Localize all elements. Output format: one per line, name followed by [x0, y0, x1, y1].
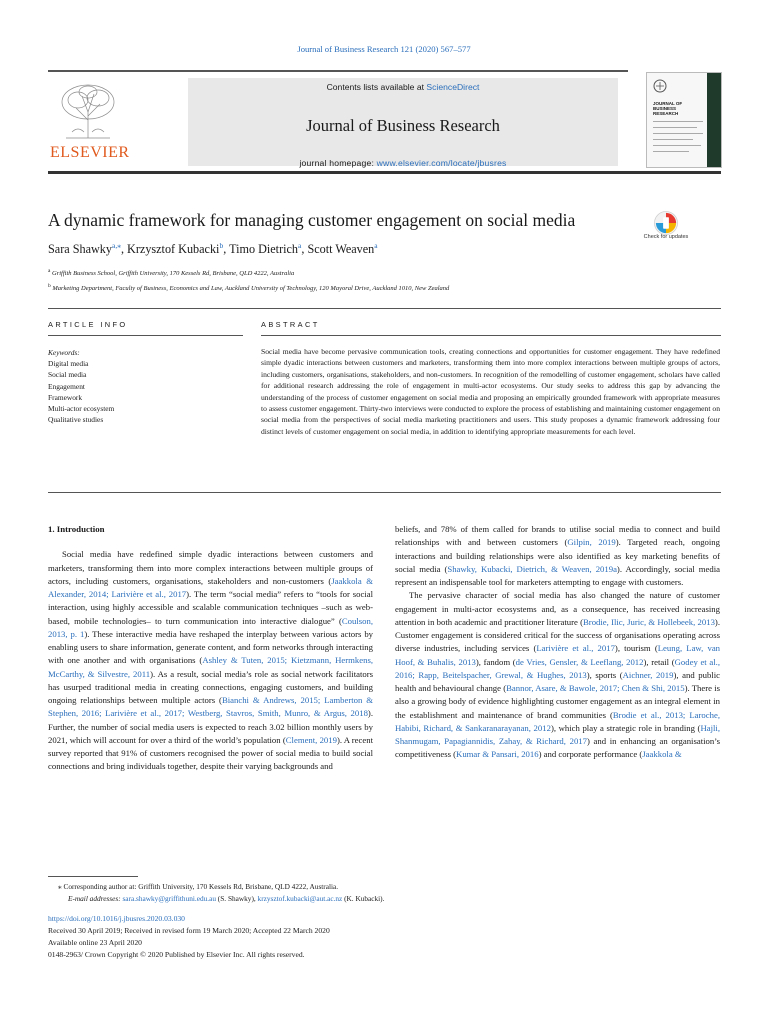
doi-link[interactable]: https://doi.org/10.1016/j.jbusres.2020.03.030: [48, 914, 185, 923]
keyword: Digital media: [48, 359, 89, 369]
section-divider: [48, 492, 721, 493]
paragraph: beliefs, and 78% of them called for brands to utilise social media to connect and build relationships with and between customers (Gilpin, 2019). Targeted reach, ongoing interactions and building relationships were also identified as key marketing benefits of social media (Shawky, Kubacki, Dietrich, & Weaven, 2019a). Accordingly, social media represent an indispensable tool for marketers attempting to engage with customers.: [395, 524, 720, 587]
body-column-left: [48, 523, 373, 774]
cover-line: [653, 121, 703, 122]
abstract-heading: ABSTRACT: [261, 320, 320, 329]
crossmark-icon[interactable]: [653, 210, 679, 236]
cover-line: [653, 145, 701, 146]
citation-link[interactable]: Ashley & Tuten, 2015; Kietzmann, Hermkens, McCarthy, & Silvestre, 2011: [48, 655, 374, 679]
masthead-top-rule: [48, 70, 628, 72]
cover-line: [653, 133, 703, 134]
affiliation-text: Griffith Business School, Griffith University, 170 Kessels Rd, Brisbane, QLD 4222, Australia: [52, 270, 295, 278]
crossmark-label[interactable]: Check for updates: [643, 234, 689, 240]
author-affiliation-marker[interactable]: a: [374, 241, 378, 250]
footnote-rule: [48, 876, 138, 877]
cover-emblem-icon: [653, 79, 667, 93]
citation-link[interactable]: de Vries, Gensler, & Leeflang, 2012: [515, 656, 644, 667]
citation-link[interactable]: Gilpin, 2019: [567, 537, 616, 548]
homepage-link[interactable]: www.elsevier.com/locate/jbusres: [376, 158, 507, 168]
cover-line: [653, 139, 693, 140]
elsevier-tree-icon: [58, 82, 118, 140]
author[interactable]: [229, 242, 301, 256]
citation-link[interactable]: Shawky, Kubacki, Dietrich, & Weaven, 2019a: [447, 563, 617, 574]
abstract-text: Social media have become pervasive communication tools, creating connections and opportunities for customer engagement. They have redefined simple dyadic interactions between customers and marketers, transforming them into more complex interactions between multiple groups of actors, including customers, organisations, stakeholders, and non-customers. In recognition of the remodelling of customer engagement, scholars have called for additional research addressing the role of engagement in multi-actor ecosystems. Our study seeks to address this gap by advancing the understanding of the process of customer engagement on social media and proposing an empirically grounded framework with appropriate measures to assess customer engagement. Thirty-two interviews were conducted to explore the process of establishing and maintaining customer engagement on social media from the perspectives of social media marketing practitioners and users. This study proposes a dynamic framework addressing four distinct levels of customer engagement on social media, in addition to identifying appropriate measurements for each level.: [261, 347, 720, 436]
body-column-right: [395, 523, 720, 762]
author-name[interactable]: Timo Dietrich: [229, 242, 299, 257]
sciencedirect-link[interactable]: ScienceDirect: [426, 82, 480, 92]
contents-line: [188, 82, 618, 92]
cover-line: [653, 151, 689, 152]
email-label: E-mail addresses:: [68, 894, 123, 903]
footnote: [48, 881, 728, 905]
affiliation-marker: b: [48, 283, 51, 290]
author-affiliation-marker[interactable]: a,⁎: [111, 241, 121, 250]
footnote-marker: ⁎: [58, 882, 64, 891]
article-title: A dynamic framework for managing customer engagement on social media: [48, 210, 576, 230]
corresponding-text: Corresponding author at: Griffith University, 170 Kessels Rd, Brisbane, QLD 4222, Australia.: [63, 882, 339, 891]
received-dates: Received 30 April 2019; Received in revised form 19 March 2020; Accepted 22 March 2020: [48, 926, 330, 935]
cover-title: JOURNAL OF BUSINESS RESEARCH: [653, 101, 683, 116]
paragraph: Social media have redefined simple dyadic interactions between customers and marketers, transforming them into more complex interactions between multiple groups of actors, including customers, organisations, stakeholders and non-customers (Jaakkola & Alexander, 2014; Larivière et al., 2017). The term “social media” refers to “tools for social interaction, using highly accessible and scalable communication techniques –such as web-based, mobile technologies– to turn communication into interactive dialogue” (Coulson, 2013, p. 1). These interactive media have reshaped the interplay between various actors by enabling users to share information, generate content, and form networks through interacting with one another and with organisations (Ashley & Tuten, 2015; Kietzmann, Hermkens, McCarthy, & Silvestre, 2011). As a result, social media’s role as social network facilitators has usurped traditional media in creating connections, engaging customers, and building ongoing relationships between multiple actors (Bianchi & Andrews, 2015; Lamberton & Stephen, 2016; Larivière et al., 2017; Westberg, Stavros, Smith, Munro, & Argus, 2018). Further, the number of social media users is expected to reach 3.02 billion monthly users by 2021, which will account for over a third of the world’s population (Clement, 2019). A recent survey reported that 91% of customers recognised the power of social media to build social connections and bring individuals together, despite their varying backgrounds and: [48, 549, 374, 772]
citation-link[interactable]: Hajli, Shanmugam, Papagiannidis, Zahay, & Richard, 2017: [395, 722, 720, 746]
section-divider: [48, 335, 243, 336]
elsevier-wordmark: ELSEVIER: [50, 144, 130, 161]
citation-link[interactable]: Bannor, Asare, & Bawole, 2017; Chen & Shi, 2015: [506, 683, 685, 693]
online-date: Available online 23 April 2020: [48, 938, 142, 947]
author-affiliation-marker[interactable]: a: [298, 241, 302, 250]
keyword: Engagement: [48, 381, 85, 391]
email-link[interactable]: sara.shawky@griffithuni.edu.au: [122, 894, 216, 903]
copyright: 0148-2963/ Crown Copyright © 2020 Published by Elsevier Inc. All rights reserved.: [48, 950, 305, 959]
citation-link[interactable]: Kumar & Pansari, 2016: [456, 749, 539, 760]
publication-info: [48, 913, 728, 961]
cover-line: [653, 127, 697, 128]
citation-link[interactable]: Godey et al., 2016; Rapp, Beitelspacher, Grewal, & Hughes, 2013: [395, 656, 720, 680]
keyword: Framework: [48, 392, 83, 402]
citation-link[interactable]: Aichner, 2019: [622, 669, 674, 680]
keyword: Multi-actor ecosystem: [48, 404, 115, 414]
citation-link[interactable]: Coulson, 2013, p. 1: [48, 615, 373, 639]
author[interactable]: [127, 242, 223, 256]
citation-link[interactable]: Clement, 2019: [285, 734, 337, 745]
email-owner: (K. Kubacki).: [342, 894, 385, 903]
citation-link[interactable]: Larivière et al., 2017: [536, 643, 615, 654]
keywords-block: [48, 347, 114, 425]
journal-cover-thumbnail[interactable]: [646, 72, 722, 168]
keywords-label: Keywords:: [48, 348, 80, 357]
affiliations: [48, 265, 728, 295]
masthead-bottom-rule: [48, 171, 721, 174]
author[interactable]: [307, 242, 377, 256]
journal-homepage: [188, 158, 618, 168]
citation-link[interactable]: Brodie, Ilic, Juric, & Hollebeek, 2013: [583, 616, 715, 627]
author-name[interactable]: Scott Weaven: [307, 242, 375, 257]
citation-link[interactable]: Brodie et al., 2013; Laroche, Habibi, Richard, & Sankaranarayanan, 2012: [395, 709, 720, 733]
citation-link[interactable]: Jaakkola & Alexander, 2014; Larivière et al., 2017: [48, 575, 373, 599]
journal-banner: [188, 78, 618, 166]
contents-prefix: Contents lists available at: [326, 82, 427, 92]
affiliation-marker: a: [48, 268, 51, 274]
author-list: Sara Shawky$^{a,⁎}$, Krzysztof Kubacki$^b$, Timo Dietrich$^a$, Scott Weaven$^a$: [48, 241, 378, 257]
cover-spine: [707, 73, 721, 167]
author-name[interactable]: Krzysztof Kubacki: [127, 242, 220, 257]
homepage-prefix: journal homepage:: [299, 158, 377, 168]
citation-link[interactable]: Jaakkola &: [642, 749, 682, 760]
section-divider: [261, 335, 721, 336]
email-owner: (S. Shawky),: [215, 894, 258, 903]
affiliation: [48, 280, 728, 295]
section-heading-introduction: 1. Introduction: [48, 524, 105, 534]
paragraph: The pervasive character of social media has also changed the nature of customer engagement in multi-actor ecosystems and, as a consequence, has received increasing attention in both academic and practitioner literature (Brodie, Ilic, Juric, & Hollebeek, 2013). Customer engagement is considered critical for the success of organisations operating across diverse industries, including services (Larivière et al., 2017), tourism (Leung, Law, van Hoof, & Buhalis, 2013), fandom (de Vries, Gensler, & Leeflang, 2012), retail (Godey et al., 2016; Rapp, Beitelspacher, Grewal, & Hughes, 2013), sports (Aichner, 2019), and public health and behavioural change (Bannor, Asare, & Bawole, 2017; Chen & Shi, 2015). There is also a growing body of evidence highlighting customer engagement as an integral element in the establishment and maintenance of brand communities (Brodie et al., 2013; Laroche, Habibi, Richard, & Sankaranarayanan, 2012), which play a strategic role in branding (Hajli, Shanmugam, Papagiannidis, Zahay, & Richard, 2017) and in enhancing an organisation’s competitiveness (Kumar & Pansari, 2016) and corporate performance (Jaakkola &: [395, 590, 721, 760]
affiliation-text: Marketing Department, Faculty of Business, Economics and Law, Auckland University of Technology, 120 Mayoral Drive, Auckland 1010, New Zealand: [52, 285, 450, 293]
masthead: [48, 70, 721, 168]
keyword: Social media: [48, 370, 87, 380]
email-line: [48, 893, 728, 905]
elsevier-logo[interactable]: [48, 78, 128, 168]
citation-link[interactable]: Leung, Law, van Hoof, & Buhalis, 2013: [395, 643, 721, 667]
author-affiliation-marker[interactable]: b: [219, 241, 224, 250]
author-name[interactable]: Sara Shawky: [48, 242, 112, 257]
section-divider: [48, 308, 721, 309]
email-link[interactable]: krzysztof.kubacki@aut.ac.nz: [257, 894, 343, 903]
journal-reference[interactable]: Journal of Business Research 121 (2020) 567–577: [297, 44, 471, 54]
article-info-heading: ARTICLE INFO: [48, 320, 128, 329]
affiliation: [48, 265, 728, 280]
journal-title: Journal of Business Research: [306, 116, 500, 135]
citation-link[interactable]: Bianchi & Andrews, 2015; Lamberton & Stephen, 2016; Larivière et al., 2017; Westberg, Stavros, Smith, Munro, & Argus, 2018: [48, 695, 373, 719]
keyword: Qualitative studies: [48, 415, 104, 425]
author[interactable]: [48, 242, 121, 256]
corresponding-author-note: [48, 881, 728, 893]
